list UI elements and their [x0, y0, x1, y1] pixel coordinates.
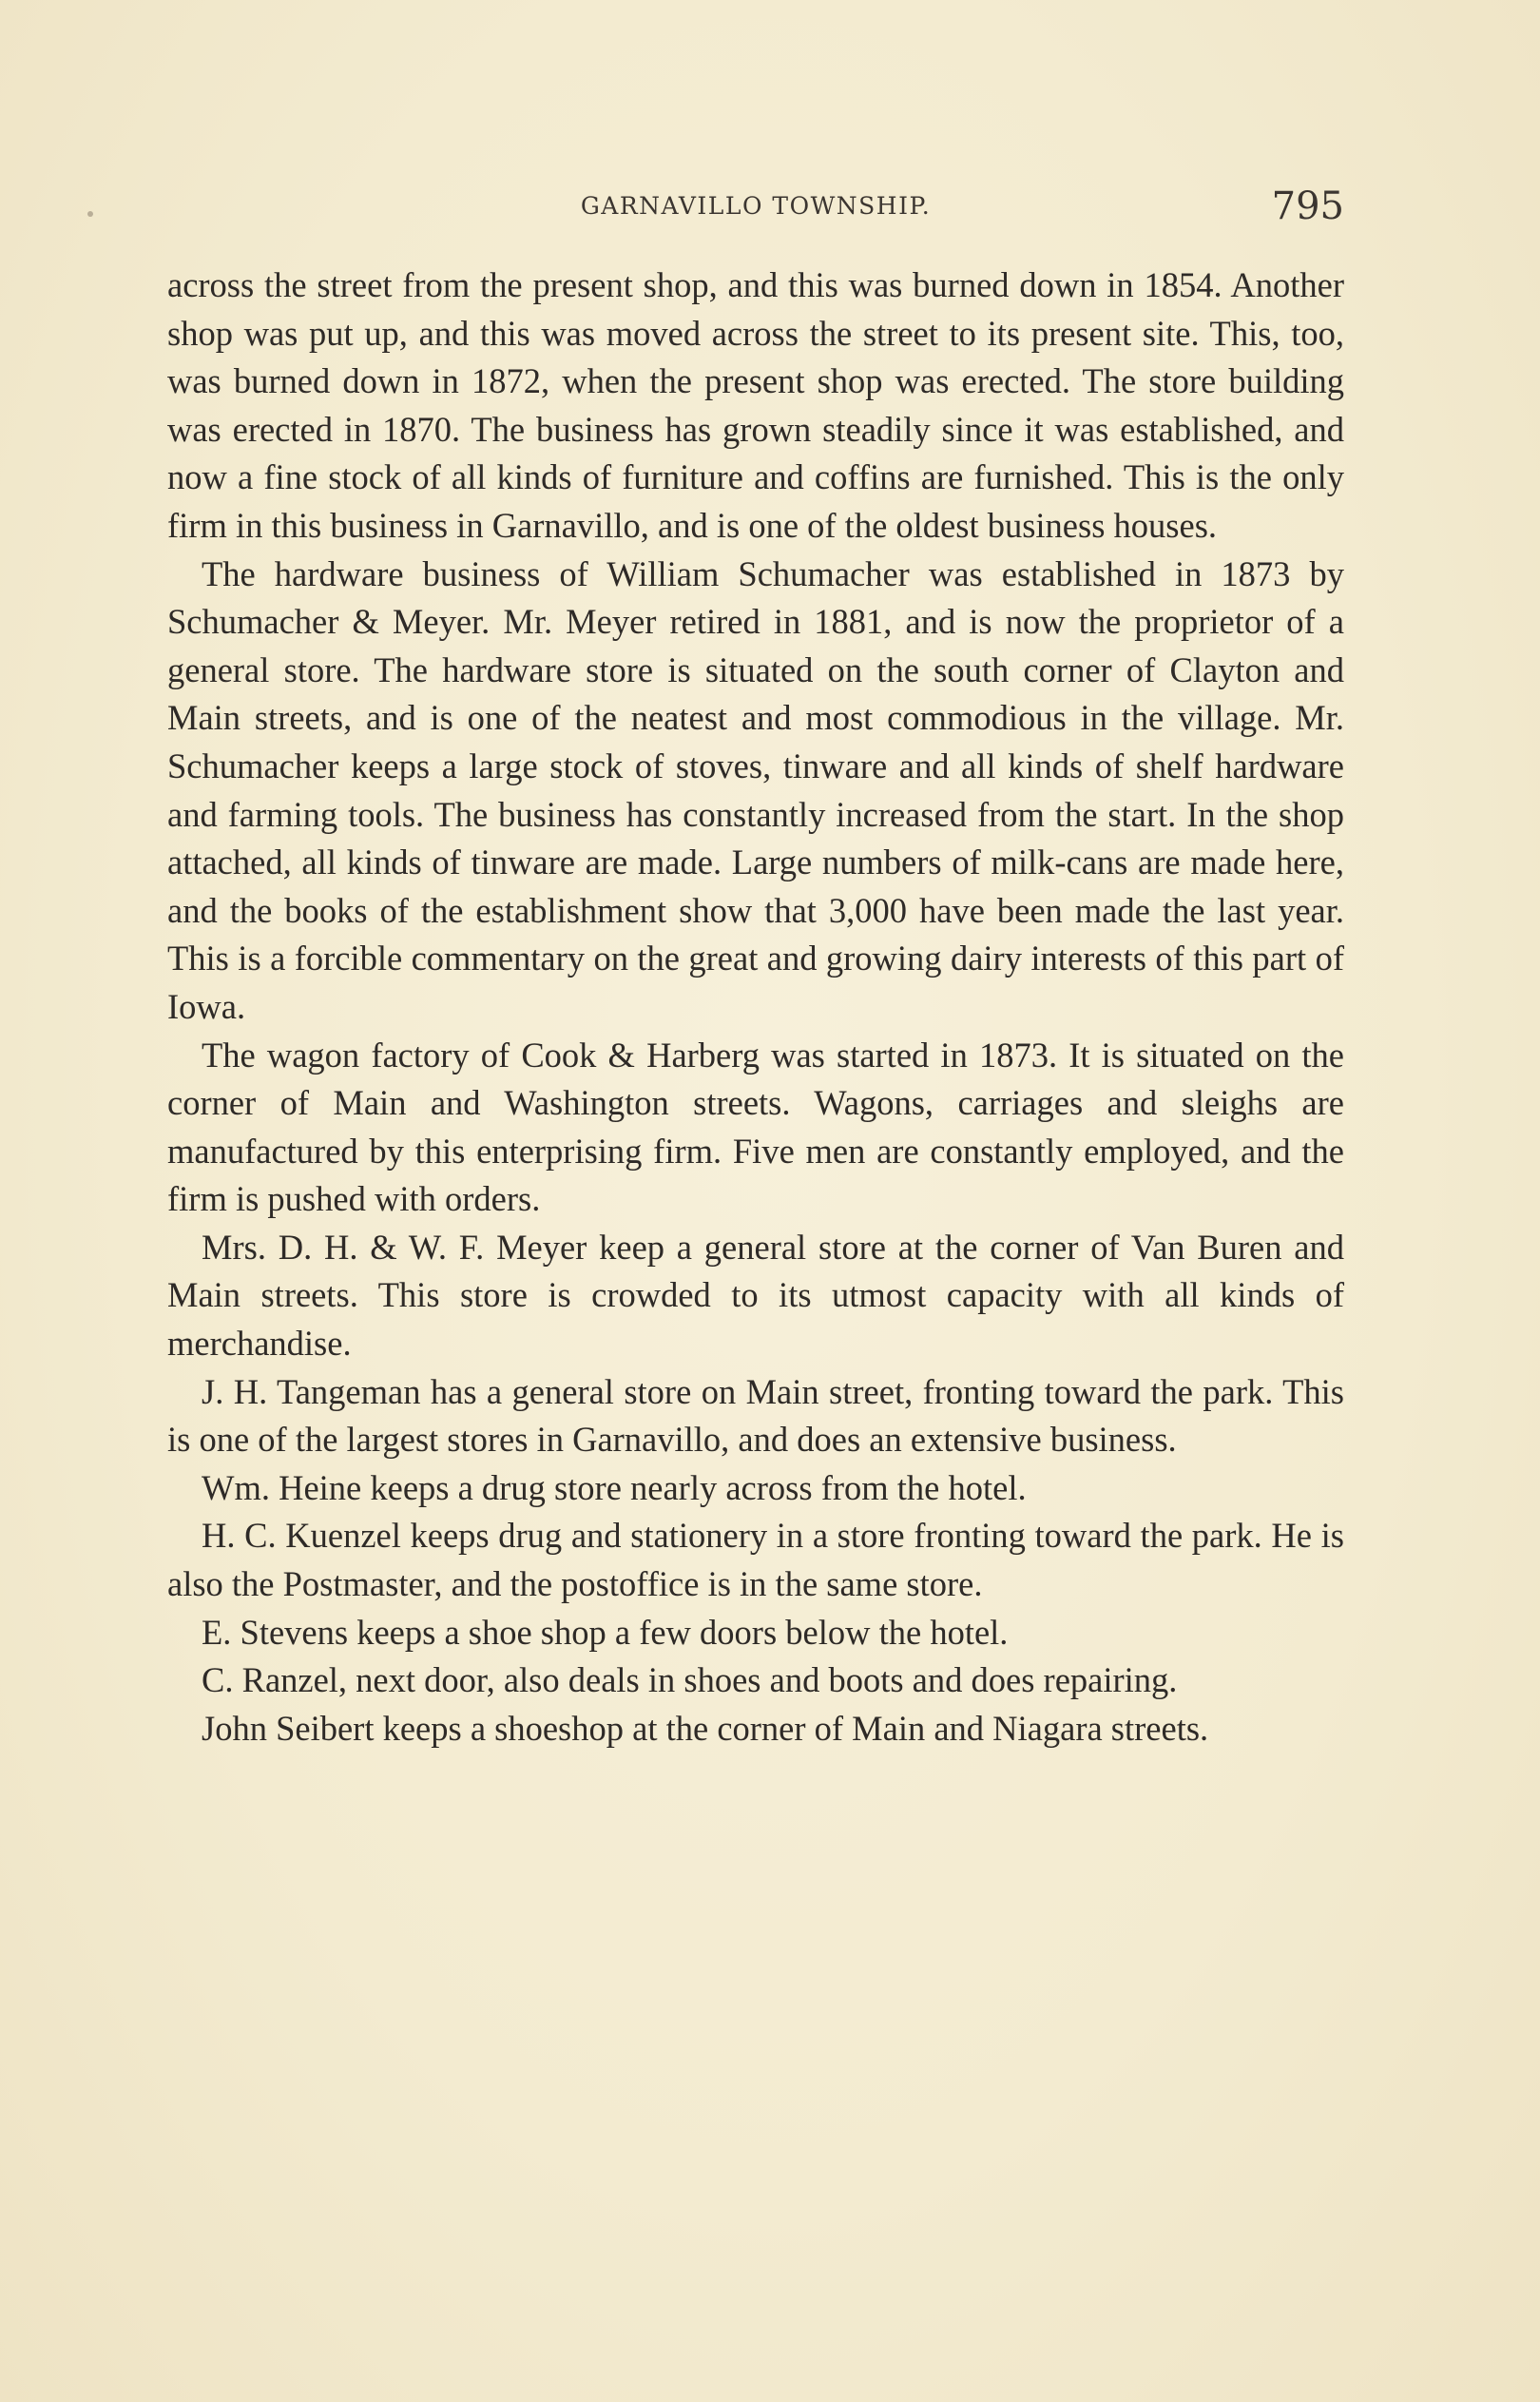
page-number: 795 [1271, 184, 1344, 228]
page-smudge [87, 211, 93, 217]
paragraph-heine-drug-store: Wm. Heine keeps a drug store nearly across from the hotel. [202, 1467, 1027, 1507]
paragraph-kuenzel-drug-store: H. C. Kuenzel keeps drug and stationery in a store fronting toward the park. He is also the Postmaster, and the postoffice is in the same store. [167, 1516, 1344, 1604]
paragraph-hardware-business: The hardware business of William Schumacher was established in 1873 by Schumacher & Meyer. Mr. Meyer retired in 1881, and is now the proprietor of a general store. The hardware store is situated on the south corner of Clayton and Main streets, and is one of the neatest and most commodious in the village. Mr. Schumacher keeps a large stock of stoves, tinware and all kinds of shelf hardware and farming tools. The business has constantly increased from the start. In the shop attached, all kinds of tinware are made. Large numbers of milk-cans are made here, and the books of the establishment show that 3,000 have been made the last year. This is a forcible commentary on the great and growing dairy interests of this part of Iowa. [167, 553, 1344, 1026]
body-text [167, 262, 1344, 1753]
paragraph-furniture-continued: across the street from the present shop, and this was burned down in 1854. Another shop was put up, and this was moved across the street to its present site. This, too, was burned down in 1872, when the present shop was erected. The store building was erected in 1870. The business has grown steadily since it was established, and now a fine stock of all kinds of furniture and coffins are furnished. This is the only firm in this business in Garnavillo, and is one of the oldest business houses. [167, 265, 1344, 545]
paragraph-seibert-shoeshop: John Seibert keeps a shoeshop at the corner of Main and Niagara streets. [202, 1708, 1209, 1748]
paragraph-tangeman-store: J. H. Tangeman has a general store on Main street, fronting toward the park. This is one of the largest stores in Garnavillo, and does an extensive business. [167, 1371, 1344, 1460]
running-head [167, 186, 1344, 234]
paragraph-wagon-factory: The wagon factory of Cook & Harberg was started in 1873. It is situated on the corner of Main and Washington streets. Wagons, carriages and sleighs are manufactured by this enterprising firm. Five men are constantly employed, and the firm is pushed with orders. [167, 1035, 1344, 1219]
running-title: GARNAVILLO TOWNSHIP. [580, 192, 932, 220]
paragraph-stevens-shoe-shop: E. Stevens keeps a shoe shop a few doors below the hotel. [202, 1612, 1009, 1652]
paragraph-ranzel-shoes: C. Ranzel, next door, also deals in shoes and boots and does repairing. [202, 1660, 1178, 1700]
paragraph-meyer-store: Mrs. D. H. & W. F. Meyer keep a general store at the corner of Van Buren and Main streets. This store is crowded to its utmost capacity with all kinds of merchandise. [167, 1227, 1344, 1364]
